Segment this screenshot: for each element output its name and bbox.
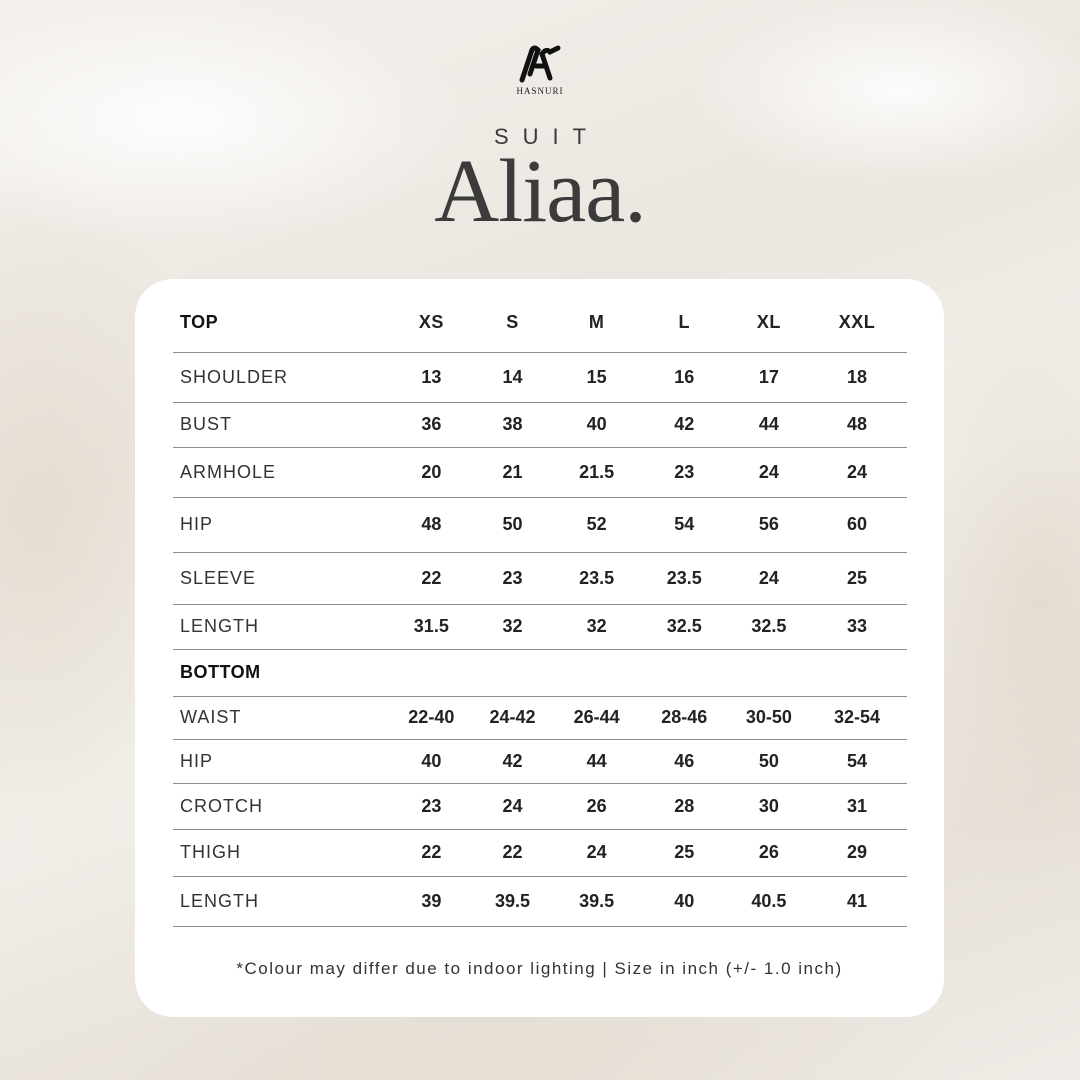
measurement-value: 25 (638, 829, 731, 876)
measurement-value: 52 (556, 497, 638, 552)
measurement-value: 26 (556, 783, 638, 829)
measurement-label: SLEEVE (173, 552, 393, 604)
measurement-label: LENGTH (173, 604, 393, 649)
brand-logo (505, 44, 575, 96)
measurement-value: 32.5 (638, 604, 731, 649)
measurement-value: 32 (556, 604, 638, 649)
measurement-value: 15 (556, 352, 638, 402)
measurement-value: 33 (807, 604, 907, 649)
measurement-value: 48 (393, 497, 469, 552)
size-chart-table (173, 293, 907, 927)
measurement-value: 31 (807, 783, 907, 829)
table-row (173, 402, 907, 447)
measurement-label: HIP (173, 739, 393, 783)
measurement-value: 54 (638, 497, 731, 552)
empty-cell (638, 649, 731, 696)
size-chart-card (135, 279, 944, 1017)
measurement-value: 54 (807, 739, 907, 783)
table-row (173, 829, 907, 876)
measurement-value: 21 (469, 447, 555, 497)
size-header: XS (418, 311, 444, 332)
table-row (173, 783, 907, 829)
measurement-value: 44 (556, 739, 638, 783)
table-row (173, 497, 907, 552)
measurement-label: ARMHOLE (173, 447, 393, 497)
measurement-value: 50 (469, 497, 555, 552)
measurement-value: 48 (807, 402, 907, 447)
measurement-value: 24 (469, 783, 555, 829)
measurement-value: 14 (469, 352, 555, 402)
measurement-value: 32.5 (731, 604, 807, 649)
measurement-value: 28 (638, 783, 731, 829)
measurement-value: 23 (469, 552, 555, 604)
measurement-value: 26 (731, 829, 807, 876)
measurement-label: WAIST (173, 696, 393, 739)
table-row (173, 696, 907, 739)
measurement-value: 22 (469, 829, 555, 876)
table-row (173, 352, 907, 402)
measurement-value: 56 (731, 497, 807, 552)
size-header-row (173, 293, 907, 352)
measurement-value: 23 (393, 783, 469, 829)
empty-cell (556, 649, 638, 696)
product-subtitle: SUIT (493, 124, 601, 149)
table-row (173, 447, 907, 497)
measurement-value: 41 (807, 876, 907, 926)
measurement-label: BUST (173, 402, 393, 447)
measurement-value: 38 (469, 402, 555, 447)
measurement-value: 50 (731, 739, 807, 783)
top-heading: TOP (180, 311, 219, 332)
measurement-value: 13 (393, 352, 469, 402)
size-header: M (588, 311, 605, 332)
measurement-value: 26-44 (556, 696, 638, 739)
measurement-value: 46 (638, 739, 731, 783)
measurement-value: 16 (638, 352, 731, 402)
measurement-value: 23.5 (556, 552, 638, 604)
measurement-value: 30-50 (731, 696, 807, 739)
empty-cell (731, 649, 807, 696)
measurement-value: 23.5 (638, 552, 731, 604)
table-row (173, 739, 907, 783)
measurement-value: 21.5 (556, 447, 638, 497)
measurement-label: CROTCH (173, 783, 393, 829)
measurement-value: 22 (393, 829, 469, 876)
measurement-value: 24 (556, 829, 638, 876)
measurement-value: 40 (556, 402, 638, 447)
hasnuri-logo-icon (514, 44, 566, 84)
empty-cell (393, 649, 469, 696)
measurement-label: THIGH (173, 829, 393, 876)
measurement-value: 31.5 (393, 604, 469, 649)
measurement-value: 17 (731, 352, 807, 402)
measurement-label: HIP (173, 497, 393, 552)
measurement-label: LENGTH (173, 876, 393, 926)
measurement-value: 30 (731, 783, 807, 829)
measurement-value: 42 (469, 739, 555, 783)
measurement-value: 24-42 (469, 696, 555, 739)
measurement-value: 36 (393, 402, 469, 447)
measurement-value: 40 (638, 876, 731, 926)
empty-cell (807, 649, 907, 696)
measurement-value: 24 (731, 447, 807, 497)
empty-cell (469, 649, 555, 696)
measurement-value: 32 (469, 604, 555, 649)
measurement-label: SHOULDER (173, 352, 393, 402)
size-header: L (678, 311, 691, 332)
table-row (173, 604, 907, 649)
bottom-heading: BOTTOM (173, 649, 393, 696)
measurement-value: 22 (393, 552, 469, 604)
product-title: Aliaa. (434, 142, 646, 241)
measurement-value: 20 (393, 447, 469, 497)
measurement-value: 32-54 (807, 696, 907, 739)
measurement-value: 24 (731, 552, 807, 604)
measurement-value: 42 (638, 402, 731, 447)
size-header: XXL (838, 311, 876, 332)
measurement-value: 23 (638, 447, 731, 497)
measurement-value: 28-46 (638, 696, 731, 739)
brand-name: HASNURI (516, 86, 564, 96)
measurement-value: 40.5 (731, 876, 807, 926)
table-row (173, 552, 907, 604)
measurement-value: 60 (807, 497, 907, 552)
size-header: S (506, 311, 519, 332)
measurement-value: 24 (807, 447, 907, 497)
measurement-value: 22-40 (393, 696, 469, 739)
table-row (173, 876, 907, 926)
measurement-value: 25 (807, 552, 907, 604)
measurement-value: 39.5 (469, 876, 555, 926)
measurement-value: 44 (731, 402, 807, 447)
size-header: XL (756, 311, 781, 332)
measurement-value: 29 (807, 829, 907, 876)
measurement-value: 40 (393, 739, 469, 783)
measurement-value: 39.5 (556, 876, 638, 926)
measurement-value: 18 (807, 352, 907, 402)
section-header-row (173, 649, 907, 696)
footnote: *Colour may differ due to indoor lighting | Size in inch (+/- 1.0 inch) (236, 959, 843, 978)
measurement-value: 39 (393, 876, 469, 926)
